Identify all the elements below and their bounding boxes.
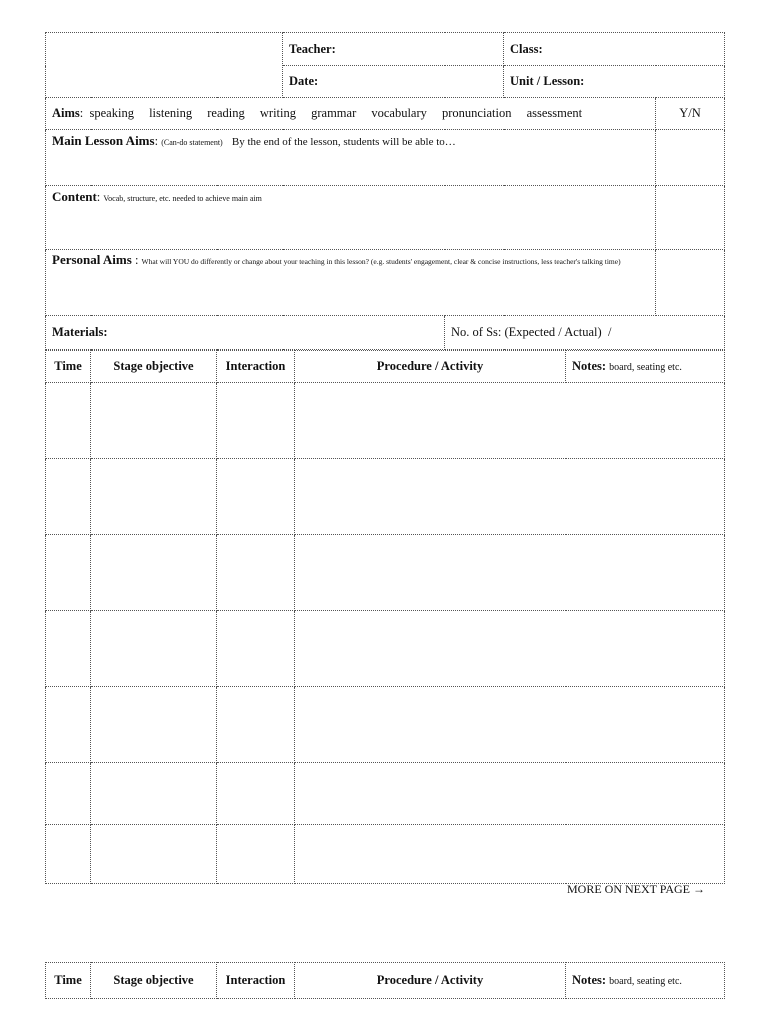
col-stage-objective: Stage objective <box>91 351 217 383</box>
aim-vocabulary: vocabulary <box>371 106 427 120</box>
class-field[interactable] <box>504 33 725 66</box>
stage-cell[interactable] <box>91 687 217 763</box>
main-aims-yn-cell[interactable] <box>656 130 725 186</box>
date-field[interactable] <box>283 66 504 98</box>
interaction-cell[interactable] <box>217 825 295 884</box>
time-cell[interactable] <box>46 825 91 884</box>
table-row <box>46 535 725 611</box>
main-aims-cell[interactable]: Main Lesson Aims: (Can-do statement) By the end of the lesson, students will be able to… <box>46 130 656 186</box>
procedure-table <box>45 350 725 884</box>
procedure-table-continued <box>45 962 724 999</box>
table-row <box>46 383 725 459</box>
teacher-field[interactable] <box>283 33 504 66</box>
aims-label: Aims <box>52 106 80 120</box>
time-cell[interactable] <box>46 763 91 825</box>
time-cell[interactable] <box>46 535 91 611</box>
procedure-cell[interactable] <box>295 763 725 825</box>
interaction-cell[interactable] <box>217 383 295 459</box>
interaction-cell[interactable] <box>217 611 295 687</box>
main-aims-label: Main Lesson Aims <box>52 133 155 148</box>
students-count-field[interactable] <box>445 316 725 350</box>
aim-grammar: grammar <box>311 106 357 120</box>
class-label: Class: <box>510 41 543 56</box>
aim-reading: reading <box>207 106 245 120</box>
col-procedure: Procedure / Activity <box>295 963 566 999</box>
stage-cell[interactable] <box>91 383 217 459</box>
more-on-next-page: MORE ON NEXT PAGE → <box>567 882 706 896</box>
col-procedure: Procedure / Activity <box>295 351 566 383</box>
time-cell[interactable] <box>46 687 91 763</box>
unit-lesson-field[interactable] <box>504 66 725 98</box>
interaction-cell[interactable] <box>217 459 295 535</box>
procedure-cell[interactable] <box>295 825 725 884</box>
unit-lesson-label: Unit / Lesson: <box>510 74 585 88</box>
aim-speaking: speaking <box>89 106 134 120</box>
aim-writing: writing <box>259 106 296 120</box>
col-time: Time <box>46 963 91 999</box>
stage-cell[interactable] <box>91 763 217 825</box>
col-interaction: Interaction <box>217 963 295 999</box>
procedure-cell[interactable] <box>295 611 725 687</box>
stage-cell[interactable] <box>91 611 217 687</box>
personal-aims-label: Personal Aims <box>52 252 132 267</box>
stage-cell[interactable] <box>91 825 217 884</box>
date-label: Date: <box>289 74 319 88</box>
main-aims-text: By the end of the lesson, students will be able to… <box>231 136 456 148</box>
lesson-plan-form <box>45 32 724 884</box>
col-notes <box>566 963 725 999</box>
table-row <box>46 611 725 687</box>
students-count-label: No. of Ss: (Expected / Actual) <box>451 325 602 339</box>
time-cell[interactable] <box>46 383 91 459</box>
personal-aims-cell[interactable]: Personal Aims : What will YOU do differently or change about your teaching in this lesson? (e.g. students' engagement, clear & concise instructions, less teacher's talking time) <box>46 250 656 316</box>
content-cell[interactable]: Content: Vocab, structure, etc. needed to achieve main aim <box>46 186 656 250</box>
col-stage-objective: Stage objective <box>91 963 217 999</box>
notes-label: Notes: <box>572 973 607 987</box>
procedure-cell[interactable] <box>295 535 725 611</box>
col-interaction: Interaction <box>217 351 295 383</box>
table-row <box>46 687 725 763</box>
time-cell[interactable] <box>46 611 91 687</box>
header-table <box>45 32 725 350</box>
procedure-cell[interactable] <box>295 383 725 459</box>
content-yn-cell[interactable] <box>656 186 725 250</box>
interaction-cell[interactable] <box>217 687 295 763</box>
aims-row: Aims: speaking listening reading writing grammar vocabulary pronunciation assessment <box>46 98 656 130</box>
materials-field[interactable] <box>46 316 445 350</box>
aim-assessment: assessment <box>526 106 583 120</box>
main-aims-hint: (Can-do statement) <box>161 138 223 147</box>
col-time: Time <box>46 351 91 383</box>
content-label: Content <box>52 189 97 204</box>
personal-aims-yn-cell[interactable] <box>656 250 725 316</box>
notes-hint: board, seating etc. <box>609 362 682 373</box>
content-hint: Vocab, structure, etc. needed to achieve main aim <box>103 194 262 203</box>
notes-label: Notes: <box>572 359 607 373</box>
materials-label: Materials: <box>52 325 108 339</box>
table-row <box>46 763 725 825</box>
aim-listening: listening <box>149 106 193 120</box>
yn-label: Y/N <box>656 98 725 130</box>
col-notes <box>566 351 725 383</box>
teacher-label: Teacher: <box>289 41 336 56</box>
procedure-cell[interactable] <box>295 459 725 535</box>
interaction-cell[interactable] <box>217 535 295 611</box>
stage-cell[interactable] <box>91 535 217 611</box>
notes-hint: board, seating etc. <box>609 976 682 987</box>
interaction-cell[interactable] <box>217 763 295 825</box>
students-count-slash: / <box>607 325 612 339</box>
time-cell[interactable] <box>46 459 91 535</box>
stage-cell[interactable] <box>91 459 217 535</box>
aim-pronunciation: pronunciation <box>442 106 512 120</box>
personal-aims-hint: What will YOU do differently or change about your teaching in this lesson? (e.g. students' engagement, clear & concise instructions, less teacher's talking time) <box>141 257 621 266</box>
table-row <box>46 459 725 535</box>
procedure-cell[interactable] <box>295 687 725 763</box>
blank-header-cell <box>46 33 283 98</box>
table-row <box>46 825 725 884</box>
